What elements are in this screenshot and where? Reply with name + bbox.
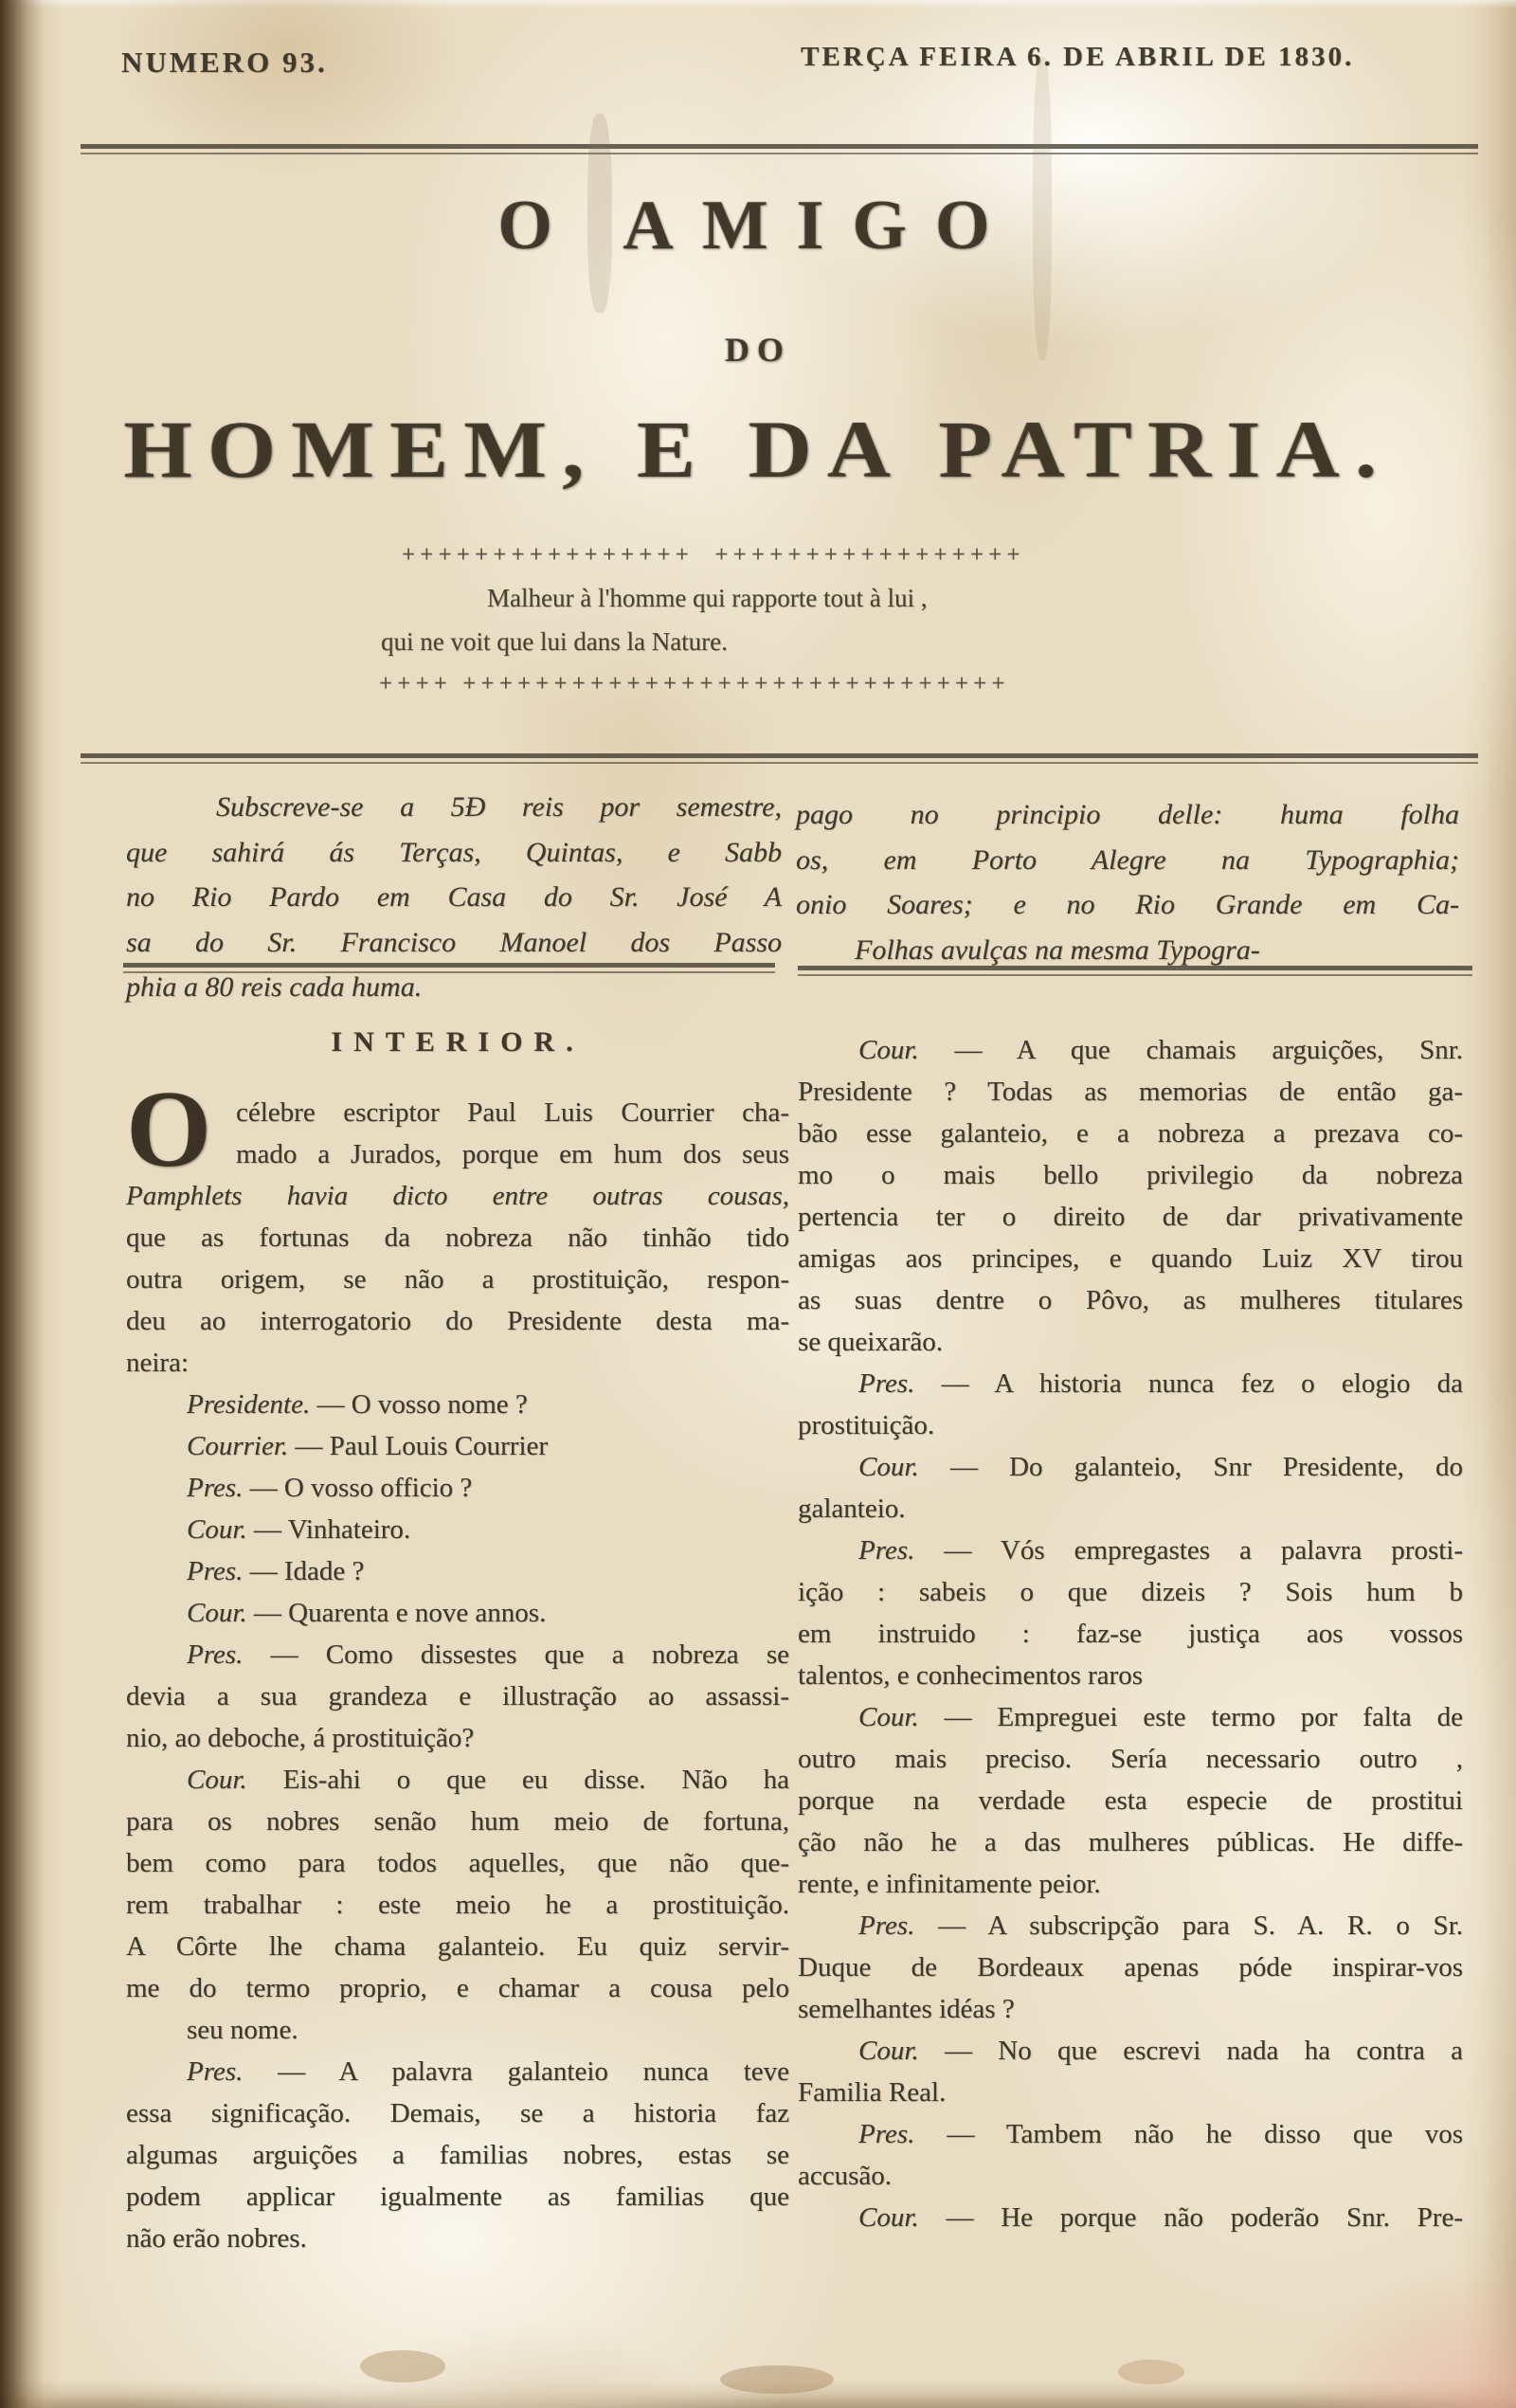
text-line: talentos, e conhecimentos raros [798,1660,1143,1691]
column-rule-right [798,966,1472,976]
text-line: outra origem, se não a prostituição, respon- [126,1264,789,1295]
dialogue-text: — Paul Louis Courrier [295,1431,549,1461]
dialogue-text: — Tambem não he disso que vos [947,2119,1463,2149]
paragraph-first-line [126,1759,789,1801]
speaker-label: Pres. [858,1368,915,1399]
subscription-line: onio Soares; e no Rio Grande em Ca- [796,889,1459,920]
text-line: me do termo proprio, e chamar a cousa pelo [126,1973,789,2003]
text-line: semelhantes idéas ? [798,1994,1015,2024]
speaker-label: Cour. [858,1035,919,1065]
paragraph-first-line [798,1029,1463,1071]
subscription-line: Subscreve-se a 5Ð reis por semestre, [216,791,782,823]
paragraph-first-line [798,2113,1463,2155]
dialogue-line [126,1592,789,1634]
text-line: mo o mais bello privilegio da nobreza [798,1160,1463,1190]
text-line: que as fortunas da nobreza não tinhão tido [126,1222,789,1253]
text-line: em instruido : faz-se justiça aos vossos [798,1619,1463,1649]
speaker-label: Pres. [187,1473,244,1503]
text-line: accusão. [798,2161,893,2191]
epigraph-line: qui ne voit que lui dans la Nature. [381,627,728,656]
text-line: Duque de Bordeaux apenas póde inspirar-vos [798,1952,1463,1983]
text-line: não erão nobres. [126,2223,307,2254]
subscription-line: pago no principio delle: huma folha [796,799,1459,830]
body-left-column [126,1022,789,2259]
text-line: algumas arguições a familias nobres, estas se [126,2140,789,2170]
text-line: bem como para todos aquelles, que não que- [126,1848,789,1878]
text-line: Familia Real. [798,2077,947,2108]
paragraph-first-line [126,1634,789,1675]
issue-number: NUMERO 93. [121,45,328,79]
subscription-line: sa do Sr. Francisco Manoel dos Passo [126,926,782,958]
paragraph-first-line [798,1530,1463,1571]
dialogue-text: — Do galanteio, Snr Presidente, do [949,1452,1463,1482]
subscription-rule-top [81,753,1478,764]
speaker-label: Pres. [187,1639,244,1670]
text-line: neira: [126,1348,190,1378]
paragraph-first-line [798,1363,1463,1404]
dialogue-text: — O vosso nome ? [316,1389,528,1420]
dialogue-text: — A palavra galanteio nunca teve [278,2056,790,2087]
speaker-label: Cour. [858,1452,919,1482]
dialogue-text: — O vosso officio ? [249,1473,473,1503]
masthead-title-line3: HOMEM, E DA PATRIA. [123,404,1393,495]
text-line: as suas dentre o Pôvo, as mulheres titulares [798,1285,1463,1315]
subscription-line: no Rio Pardo em Casa do Sr. José A [126,881,782,913]
stain [720,2365,834,2394]
speaker-label: Pres. [858,1535,915,1566]
crease-mark [1033,57,1052,360]
header-rule [81,144,1478,154]
dialogue-line [126,1384,789,1425]
dialogue-text: — No que escrevi nada ha contra a [944,2036,1464,2066]
subscription-right-column [796,792,1459,972]
text-line: deu ao interrogatorio do Presidente desta ma- [126,1306,789,1336]
dialogue-text: — Empreguei este termo por falta de [944,1702,1463,1732]
ornament-row-bottom: ++++ ++++++++++++++++++++++++++++++ [379,671,1010,697]
speaker-label: Presidente. [187,1389,311,1420]
text-line: para os nobres senão hum meio de fortuna, [126,1806,789,1837]
drop-cap: O [126,1069,212,1190]
text-line: se queixarão. [798,1327,943,1357]
text-line: essa significação. Demais, se a historia faz [126,2098,789,2128]
speaker-label: Cour. [858,2036,919,2066]
dialogue-text: — Quarenta e nove annos. [253,1598,547,1628]
text-line: rem trabalhar : este meio he a prostituição. [126,1890,789,1920]
paragraph-first-line [126,2051,789,2092]
text-line: A Côrte lhe chama galanteio. Eu quiz servir- [126,1931,789,1962]
text-line: rente, e infinitamente peior. [798,1869,1101,1899]
stain [360,2350,445,2382]
speaker-label: Pres. [187,1556,244,1586]
text-line: devia a sua grandeza e illustração ao assassi- [126,1681,789,1711]
paragraph-first-line [798,1905,1463,1946]
text-line: amigas aos principes, e quando Luiz XV tirou [798,1243,1463,1274]
dialogue-text: Eis-ahi o que eu disse. Não ha [282,1765,790,1795]
epigraph [381,576,1082,663]
dialogue-text: — A subscripção para S. A. R. o Sr. [938,1910,1463,1941]
text-line: Presidente ? Todas as memorias de então ga- [798,1077,1463,1107]
text-line: galanteio. [798,1494,906,1524]
subscription-left-column [126,785,782,1010]
dialogue-line [126,1550,789,1592]
dialogue-line [126,1467,789,1509]
text-line: ição : sabeis o que dizeis ? Sois hum b [798,1577,1463,1607]
text-line: podem applicar igualmente as familias que [126,2182,789,2212]
dialogue-text: — Vós empregastes a palavra prosti- [944,1535,1464,1566]
speaker-label: Courrier. [187,1431,289,1461]
paragraph-first-line [798,1696,1463,1738]
crease-mark [587,114,612,313]
paragraph-first-line [798,2197,1463,2238]
paragraph-first-line [798,2030,1463,2072]
paragraph-first-line [798,1446,1463,1488]
dialogue-text: — Idade ? [249,1556,365,1586]
text-line: prostituição. [798,1410,935,1440]
speaker-label: Pres. [858,1910,915,1941]
dialogue-text: — He porque não poderão Snr. Pre- [946,2202,1463,2233]
dialogue-text: — Como dissestes que a nobreza se [270,1639,790,1670]
ornament-row-top: ++++++++++++++++ +++++++++++++++++ [402,542,1025,568]
speaker-label: Pres. [858,2119,915,2149]
speaker-label: Pres. [187,2056,244,2087]
dialogue-line [126,1509,789,1550]
subscription-line: Folhas avulças na mesma Typogra- [855,933,1260,966]
section-heading: INTERIOR. [331,1026,585,1058]
masthead-title-line2: DO [725,331,791,369]
subscription-line: phia a 80 reis cada huma. [126,971,423,1003]
text-line: mado a Jurados, porque em hum dos seus [236,1139,789,1169]
dialogue-text: — A historia nunca fez o elogio da [941,1368,1464,1399]
text-line: seu nome. [187,2015,298,2045]
text-line: bão esse galanteio, e a nobreza a prezava co- [798,1118,1463,1149]
speaker-label: Cour. [187,1514,247,1545]
column-rule-left [123,963,775,973]
text-line: outro mais preciso. Sería necessario outro , [798,1744,1463,1774]
speaker-label: Cour. [187,1765,247,1795]
speaker-label: Cour. [858,1702,919,1732]
text-line: pertencia ter o direito de dar privativamente [798,1202,1463,1232]
dialogue-text: — A que chamais arguições, Snr. [954,1035,1464,1065]
text-line: ção não he a das mulheres públicas. He diffe- [798,1827,1463,1857]
text-line: porque na verdade esta especie de prostitui [798,1785,1463,1816]
epigraph-line: Malheur à l'homme qui rapporte tout à lui , [487,584,928,612]
dialogue-text: — Vinhateiro. [253,1514,411,1545]
text-line: célebre escriptor Paul Luis Courrier cha- [236,1097,789,1128]
masthead-title-line1: O AMIGO [497,187,1019,264]
lead-paragraph [126,1069,789,1384]
body-right-column [798,1029,1463,2238]
issue-date: TERÇA FEIRA 6. DE ABRIL DE 1830. [801,42,1355,72]
text-line: Pamphlets havia dicto entre outras cousas, [126,1181,789,1211]
speaker-label: Cour. [858,2202,919,2233]
stain [1118,2360,1184,2384]
subscription-line: que sahirá ás Terças, Quintas, e Sabb [126,836,782,868]
dialogue-line [126,1425,789,1467]
text-line: nio, ao deboche, á prostituição? [126,1723,475,1753]
subscription-line: os, em Porto Alegre na Typographia; [796,843,1459,876]
speaker-label: Cour. [187,1598,247,1628]
